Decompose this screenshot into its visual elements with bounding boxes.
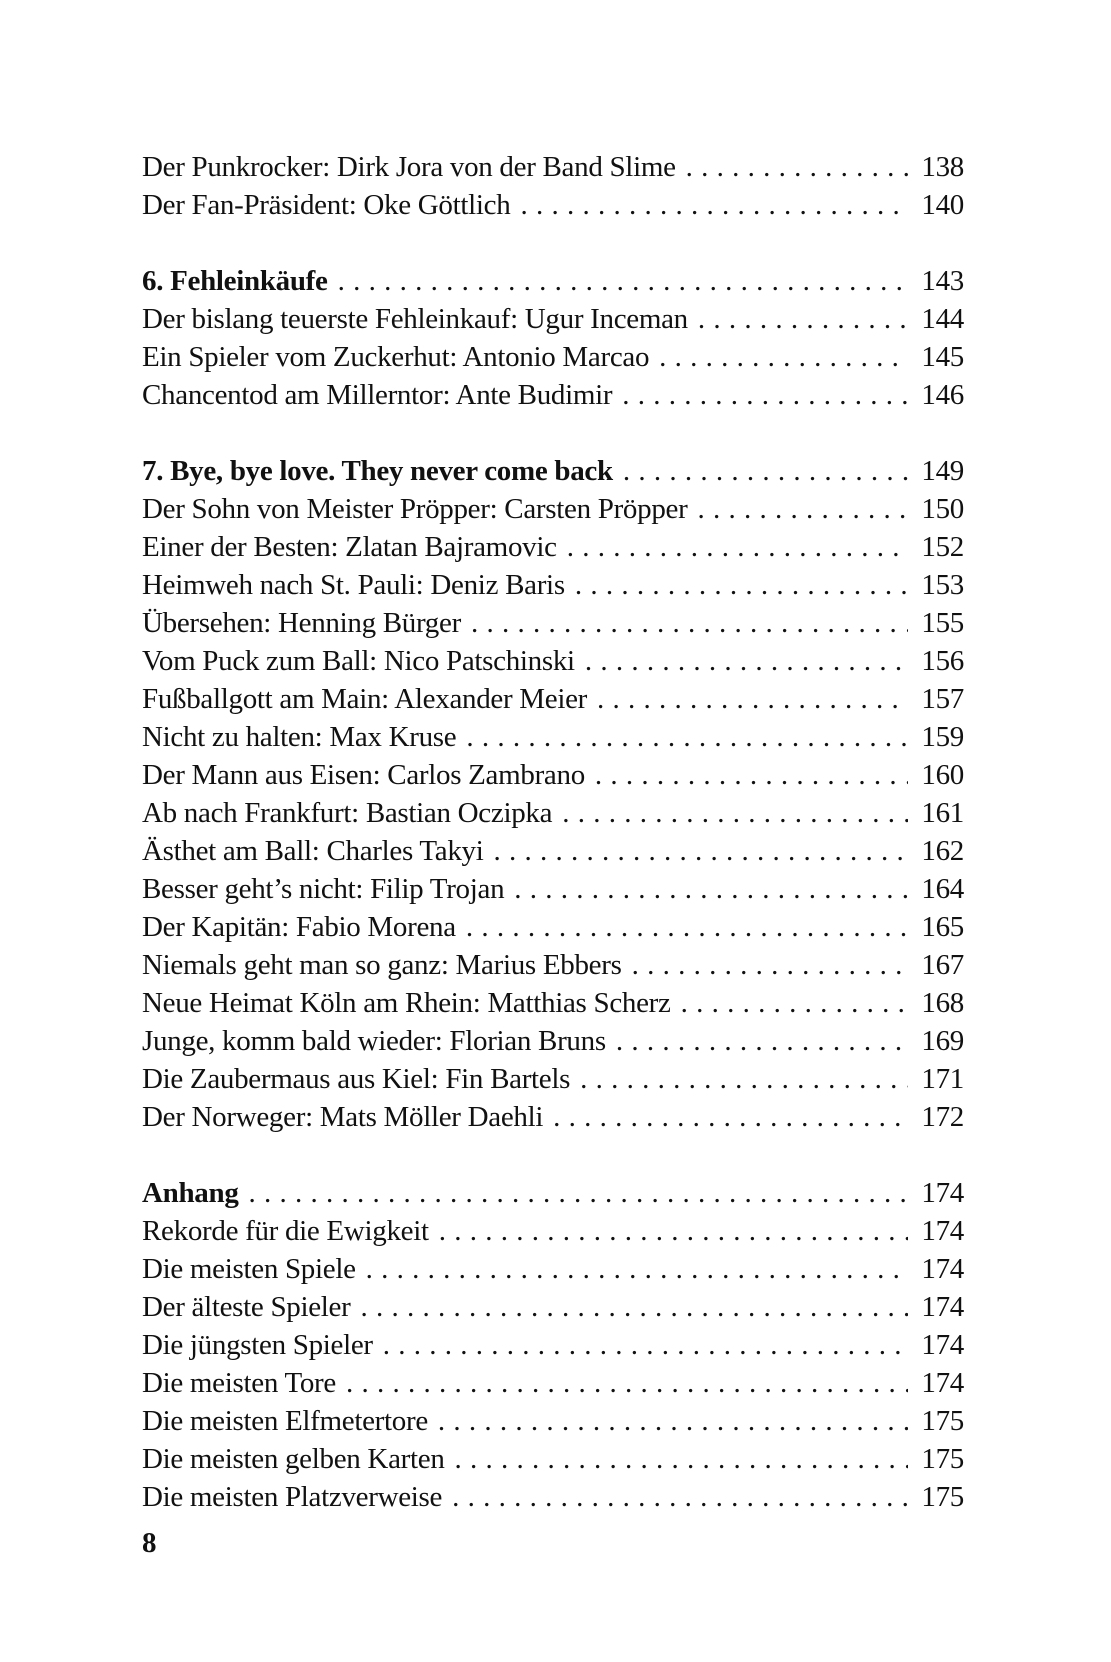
toc-entry-page: 174 xyxy=(921,1253,964,1285)
toc-entry-title: Rekorde für die Ewigkeit xyxy=(142,1215,429,1247)
toc-entry-title: Die jüngsten Spieler xyxy=(142,1329,373,1361)
toc-entry-page: 164 xyxy=(921,873,964,905)
dot-leader xyxy=(471,604,908,642)
toc-entry-page: 175 xyxy=(921,1481,964,1513)
toc-chapter-heading xyxy=(142,1174,964,1212)
toc-heading-title: 7. Bye, bye love. They never come back xyxy=(142,455,613,487)
toc-entry-title: Nicht zu halten: Max Kruse xyxy=(142,721,457,753)
toc-entry-page: 171 xyxy=(921,1063,964,1095)
toc-entry xyxy=(142,794,964,832)
toc-entry-page: 175 xyxy=(921,1443,964,1475)
toc-entry xyxy=(142,1326,964,1364)
toc-heading-title: Anhang xyxy=(142,1177,239,1209)
toc-entry-title: Der Punkrocker: Dirk Jora von der Band Slime xyxy=(142,151,676,183)
toc-entry xyxy=(142,1212,964,1250)
toc-entry xyxy=(142,908,964,946)
toc-entry-title: Die meisten Elfmetertore xyxy=(142,1405,428,1437)
dot-leader xyxy=(698,300,908,338)
toc-entry xyxy=(142,338,964,376)
dot-leader xyxy=(622,376,908,414)
toc-entry-page: 162 xyxy=(921,835,964,867)
toc-entry xyxy=(142,300,964,338)
toc-entry-page: 138 xyxy=(921,151,964,183)
toc-entry-page: 152 xyxy=(921,531,964,563)
dot-leader xyxy=(686,148,908,186)
toc-entry-page: 165 xyxy=(921,911,964,943)
toc-entry xyxy=(142,718,964,756)
toc-entry xyxy=(142,1364,964,1402)
toc-entry-page: 145 xyxy=(921,341,964,373)
toc-entry-title: Vom Puck zum Ball: Nico Patschinski xyxy=(142,645,575,677)
toc-entry-title: Neue Heimat Köln am Rhein: Matthias Scherz xyxy=(142,987,671,1019)
toc-entry xyxy=(142,490,964,528)
toc-heading-page: 174 xyxy=(921,1177,964,1209)
dot-leader xyxy=(346,1364,908,1402)
toc-entry-title: Der Norweger: Mats Möller Daehli xyxy=(142,1101,544,1133)
toc-entry-page: 144 xyxy=(921,303,964,335)
toc-entry xyxy=(142,1250,964,1288)
dot-leader xyxy=(616,1022,908,1060)
dot-leader xyxy=(452,1478,908,1516)
dot-leader xyxy=(553,1098,908,1136)
toc-entry-title: Heimweh nach St. Pauli: Deniz Baris xyxy=(142,569,565,601)
toc-entry-page: 161 xyxy=(921,797,964,829)
toc-entry-title: Übersehen: Henning Bürger xyxy=(142,607,461,639)
toc-entry xyxy=(142,566,964,604)
toc-entry-page: 174 xyxy=(921,1329,964,1361)
table-of-contents xyxy=(142,148,964,1516)
dot-leader xyxy=(580,1060,908,1098)
toc-entry-title: Einer der Besten: Zlatan Bajramovic xyxy=(142,531,557,563)
toc-entry xyxy=(142,1060,964,1098)
toc-entry-page: 153 xyxy=(921,569,964,601)
toc-entry-page: 175 xyxy=(921,1405,964,1437)
toc-entry-title: Die meisten Spiele xyxy=(142,1253,356,1285)
toc-entry-page: 168 xyxy=(921,987,964,1019)
toc-entry-title: Der Sohn von Meister Pröpper: Carsten Pröpper xyxy=(142,493,688,525)
toc-entry xyxy=(142,1440,964,1478)
toc-section xyxy=(142,148,964,224)
dot-leader xyxy=(361,1288,909,1326)
toc-entry-title: Ab nach Frankfurt: Bastian Oczipka xyxy=(142,797,553,829)
toc-entry xyxy=(142,680,964,718)
toc-entry-title: Der Mann aus Eisen: Carlos Zambrano xyxy=(142,759,585,791)
toc-entry xyxy=(142,642,964,680)
dot-leader xyxy=(249,1174,908,1212)
dot-leader xyxy=(567,528,908,566)
dot-leader xyxy=(338,262,908,300)
toc-entry-page: 169 xyxy=(921,1025,964,1057)
toc-entry-title: Fußballgott am Main: Alexander Meier xyxy=(142,683,588,715)
toc-entry xyxy=(142,1098,964,1136)
dot-leader xyxy=(623,452,908,490)
toc-entry-page: 167 xyxy=(921,949,964,981)
toc-entry-title: Der Kapitän: Fabio Morena xyxy=(142,911,456,943)
dot-leader xyxy=(383,1326,908,1364)
toc-entry-title: Die meisten gelben Karten xyxy=(142,1443,445,1475)
toc-heading-title: 6. Fehleinkäufe xyxy=(142,265,328,297)
toc-entry xyxy=(142,832,964,870)
toc-entry-title: Die meisten Tore xyxy=(142,1367,336,1399)
toc-entry-page: 174 xyxy=(921,1291,964,1323)
toc-entry-title: Ein Spieler vom Zuckerhut: Antonio Marcao xyxy=(142,341,650,373)
toc-entry xyxy=(142,604,964,642)
page-number: 8 xyxy=(142,1527,157,1559)
toc-entry xyxy=(142,870,964,908)
toc-entry-title: Junge, komm bald wieder: Florian Bruns xyxy=(142,1025,606,1057)
toc-entry-title: Die meisten Platzverweise xyxy=(142,1481,443,1513)
dot-leader xyxy=(514,870,908,908)
dot-leader xyxy=(520,186,908,224)
dot-leader xyxy=(466,718,908,756)
dot-leader xyxy=(595,756,908,794)
toc-entry xyxy=(142,148,964,186)
toc-heading-page: 143 xyxy=(921,265,964,297)
dot-leader xyxy=(439,1212,908,1250)
toc-entry xyxy=(142,1288,964,1326)
dot-leader xyxy=(659,338,908,376)
toc-entry xyxy=(142,186,964,224)
toc-entry-page: 174 xyxy=(921,1215,964,1247)
toc-entry-title: Der bislang teuerste Fehleinkauf: Ugur Inceman xyxy=(142,303,688,335)
toc-entry xyxy=(142,1402,964,1440)
toc-entry-title: Chancentod am Millerntor: Ante Budimir xyxy=(142,379,613,411)
toc-entry-title: Der älteste Spieler xyxy=(142,1291,351,1323)
toc-section xyxy=(142,452,964,1136)
toc-entry xyxy=(142,1022,964,1060)
toc-section xyxy=(142,262,964,414)
toc-entry xyxy=(142,528,964,566)
toc-entry xyxy=(142,756,964,794)
toc-entry-title: Ästhet am Ball: Charles Takyi xyxy=(142,835,484,867)
toc-entry-page: 174 xyxy=(921,1367,964,1399)
toc-chapter-heading xyxy=(142,452,964,490)
toc-entry-page: 146 xyxy=(921,379,964,411)
dot-leader xyxy=(455,1440,908,1478)
toc-heading-page: 149 xyxy=(921,455,964,487)
dot-leader xyxy=(466,908,908,946)
toc-entry-page: 155 xyxy=(921,607,964,639)
toc-section xyxy=(142,1174,964,1516)
dot-leader xyxy=(597,680,908,718)
toc-entry xyxy=(142,1478,964,1516)
toc-entry-title: Der Fan-Präsident: Oke Göttlich xyxy=(142,189,511,221)
toc-entry-page: 140 xyxy=(921,189,964,221)
dot-leader xyxy=(585,642,908,680)
toc-entry-page: 157 xyxy=(921,683,964,715)
toc-entry-page: 150 xyxy=(921,493,964,525)
dot-leader xyxy=(575,566,908,604)
toc-entry-page: 156 xyxy=(921,645,964,677)
toc-entry-title: Niemals geht man so ganz: Marius Ebbers xyxy=(142,949,622,981)
dot-leader xyxy=(632,946,908,984)
toc-entry xyxy=(142,984,964,1022)
dot-leader xyxy=(697,490,908,528)
toc-entry xyxy=(142,946,964,984)
toc-entry-title: Besser geht’s nicht: Filip Trojan xyxy=(142,873,505,905)
toc-chapter-heading xyxy=(142,262,964,300)
dot-leader xyxy=(494,832,908,870)
toc-entry-page: 172 xyxy=(921,1101,964,1133)
toc-entry xyxy=(142,376,964,414)
dot-leader xyxy=(681,984,908,1022)
dot-leader xyxy=(366,1250,908,1288)
dot-leader xyxy=(438,1402,908,1440)
toc-entry-page: 159 xyxy=(921,721,964,753)
toc-entry-page: 160 xyxy=(921,759,964,791)
toc-entry-title: Die Zaubermaus aus Kiel: Fin Bartels xyxy=(142,1063,571,1095)
dot-leader xyxy=(562,794,908,832)
